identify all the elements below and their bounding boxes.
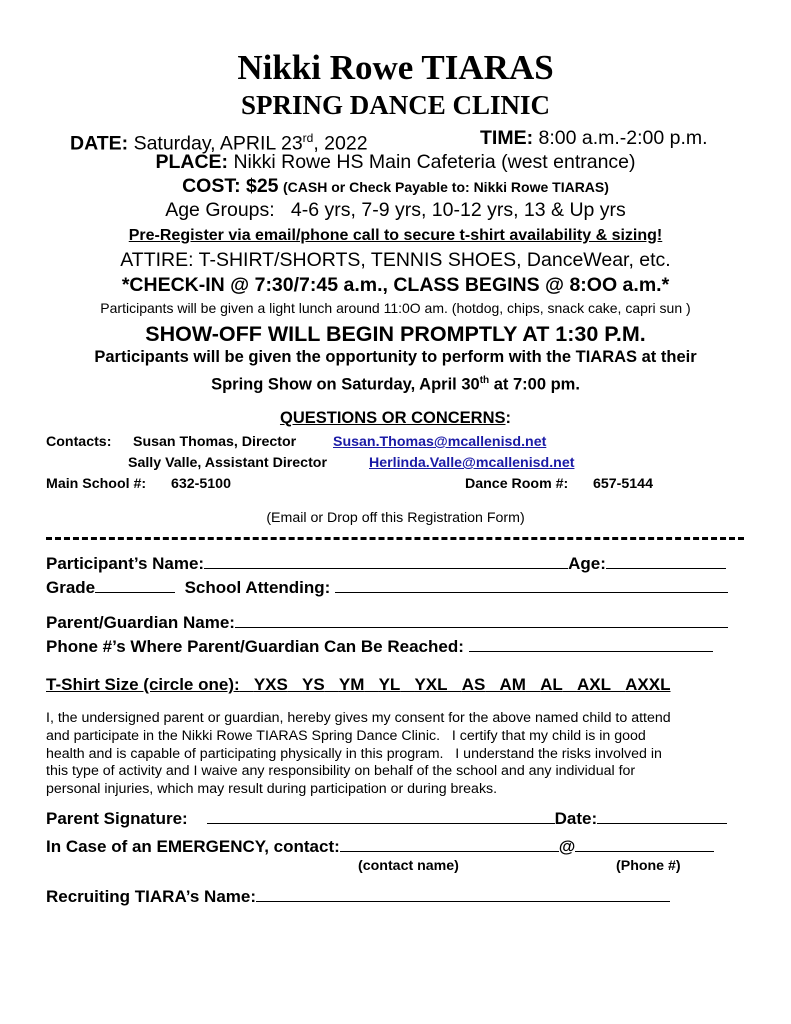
date-field-blank[interactable] — [597, 809, 727, 824]
assistant-email-link[interactable]: Herlinda.Valle@mcallenisd.net — [369, 455, 575, 471]
main-school-phone: 632-5100 — [171, 476, 231, 492]
time-value: 8:00 a.m.-2:00 p.m. — [538, 127, 708, 149]
grade-label: Grade — [46, 578, 96, 597]
participant-name-blank[interactable] — [204, 554, 568, 569]
perform-line-2-suffix: th — [479, 375, 490, 386]
parent-signature-blank[interactable] — [207, 809, 555, 824]
tshirt-size-row — [46, 674, 670, 695]
tshirt-option-ym[interactable]: YM — [338, 675, 365, 694]
lunch-line: Participants will be given a light lunch around 11:0O am. (hotdog, chips, snack cake, capri sun ) — [100, 300, 691, 316]
parent-name-field — [46, 612, 728, 633]
cut-line-divider — [46, 537, 744, 540]
emergency-contact-blank[interactable] — [340, 837, 559, 852]
perform-line-2-end: at 7:00 pm. — [489, 375, 580, 394]
tshirt-option-yxs[interactable]: YXS — [253, 675, 288, 694]
age-blank[interactable] — [606, 554, 726, 569]
age-label: Age: — [568, 554, 606, 573]
tshirt-option-yxl[interactable]: YXL — [414, 675, 448, 694]
questions-heading-text: QUESTIONS OR CONCERNS — [279, 409, 506, 427]
consent-paragraph — [46, 710, 746, 799]
recruiter-blank[interactable] — [256, 887, 670, 902]
perform-line-2-start: Spring Show on Saturday, April 30 — [211, 375, 480, 394]
director-email-link[interactable]: Susan.Thomas@mcallenisd.net — [333, 434, 547, 450]
age-groups: Age Groups: 4-6 yrs, 7-9 yrs, 10-12 yrs, 13 & Up yrs — [165, 199, 626, 221]
cost-line — [0, 174, 791, 200]
emergency-field — [46, 836, 714, 857]
parent-name-label: Parent/Guardian Name: — [46, 613, 235, 632]
questions-heading — [0, 408, 791, 429]
emergency-label: In Case of an EMERGENCY, contact: — [46, 837, 340, 856]
dance-room-label: Dance Room #: — [465, 476, 569, 492]
tshirt-size-label: T-Shirt Size (circle one): — [46, 675, 240, 694]
school-blank[interactable] — [335, 578, 728, 593]
director-name: Susan Thomas, Director — [133, 434, 297, 450]
tshirt-option-axl[interactable]: AXL — [576, 675, 611, 694]
tshirt-option-yl[interactable]: YL — [378, 675, 401, 694]
date-value: Saturday, APRIL 23 — [133, 132, 303, 155]
consent-line: and participate in the Nikki Rowe TIARAS Spring Dance Clinic. I certify that my child is in good — [46, 727, 646, 744]
phone-caption: (Phone #) — [616, 858, 681, 874]
tshirt-option-am[interactable]: AM — [499, 675, 526, 694]
consent-line: I, the undersigned parent or guardian, hereby gives my consent for the above named child to attend — [46, 710, 671, 726]
signature-field — [46, 808, 727, 829]
checkin-line: *CHECK-IN @ 7:30/7:45 a.m., CLASS BEGINS @ 8:OO a.m.* — [121, 274, 670, 296]
perform-line-2 — [0, 370, 791, 396]
place-line — [0, 150, 791, 174]
place-label: PLACE: — [155, 151, 229, 173]
grade-blank[interactable] — [95, 578, 175, 593]
assistant-name: Sally Valle, Assistant Director — [128, 455, 327, 471]
recruiter-field — [46, 886, 670, 907]
date-year: , 2022 — [313, 132, 368, 155]
emergency-at: @ — [558, 837, 576, 856]
phone-label: Phone #’s Where Parent/Guardian Can Be Reached: — [46, 637, 464, 656]
flyer-title: Nikki Rowe TIARAS — [237, 48, 554, 87]
date-field-label: Date: — [554, 809, 598, 828]
tshirt-option-axxl[interactable]: AXXL — [625, 675, 671, 694]
time-line — [480, 126, 708, 150]
tshirt-option-as[interactable]: AS — [461, 675, 486, 694]
dance-room-phone: 657-5144 — [593, 476, 653, 492]
showoff-line: SHOW-OFF WILL BEGIN PROMPTLY AT 1:30 P.M. — [145, 322, 646, 346]
recruiter-label: Recruiting TIARA’s Name: — [46, 887, 257, 906]
phone-blank[interactable] — [469, 637, 713, 652]
emergency-phone-blank[interactable] — [575, 837, 714, 852]
perform-line-1: Participants will be given the opportunity to perform with the TIARAS at their — [94, 348, 697, 366]
date-label: DATE: — [70, 132, 129, 155]
questions-heading-colon: : — [505, 409, 512, 427]
preregister-note: Pre-Register via email/phone call to secure t-shirt availability & sizing! — [128, 227, 663, 244]
consent-line: health and is capable of participating physically in this program. I understand the risks involved in — [46, 745, 662, 762]
participant-name-label: Participant’s Name: — [46, 554, 205, 573]
phone-field — [46, 636, 713, 657]
flyer-subtitle: SPRING DANCE CLINIC — [240, 90, 551, 120]
contact-name-caption: (contact name) — [358, 858, 459, 874]
main-school-label: Main School #: — [46, 476, 147, 492]
grade-school-field — [46, 577, 728, 598]
parent-name-blank[interactable] — [235, 613, 728, 628]
consent-line: personal injuries, which may result during participation or during breaks. — [46, 781, 498, 798]
submit-note: (Email or Drop off this Registration Form) — [266, 510, 525, 526]
school-label: School Attending: — [184, 578, 331, 597]
tshirt-option-ys[interactable]: YS — [302, 675, 325, 694]
parent-signature-label: Parent Signature: — [46, 809, 188, 828]
date-suffix: rd — [302, 131, 314, 145]
attire-line: ATTIRE: T-SHIRT/SHORTS, TENNIS SHOES, DanceWear, etc. — [120, 249, 671, 271]
consent-line: this type of activity and I waive any responsibility on behalf of the school and any individual for — [46, 763, 636, 780]
time-label: TIME: — [480, 127, 534, 149]
place-value: Nikki Rowe HS Main Cafeteria (west entrance) — [233, 151, 636, 173]
cost-note: (CASH or Check Payable to: Nikki Rowe TIARAS) — [282, 179, 609, 195]
tshirt-option-al[interactable]: AL — [540, 675, 563, 694]
contacts-label: Contacts: — [46, 434, 112, 450]
cost-label: COST: $25 — [182, 175, 279, 197]
participant-name-field — [46, 553, 726, 574]
